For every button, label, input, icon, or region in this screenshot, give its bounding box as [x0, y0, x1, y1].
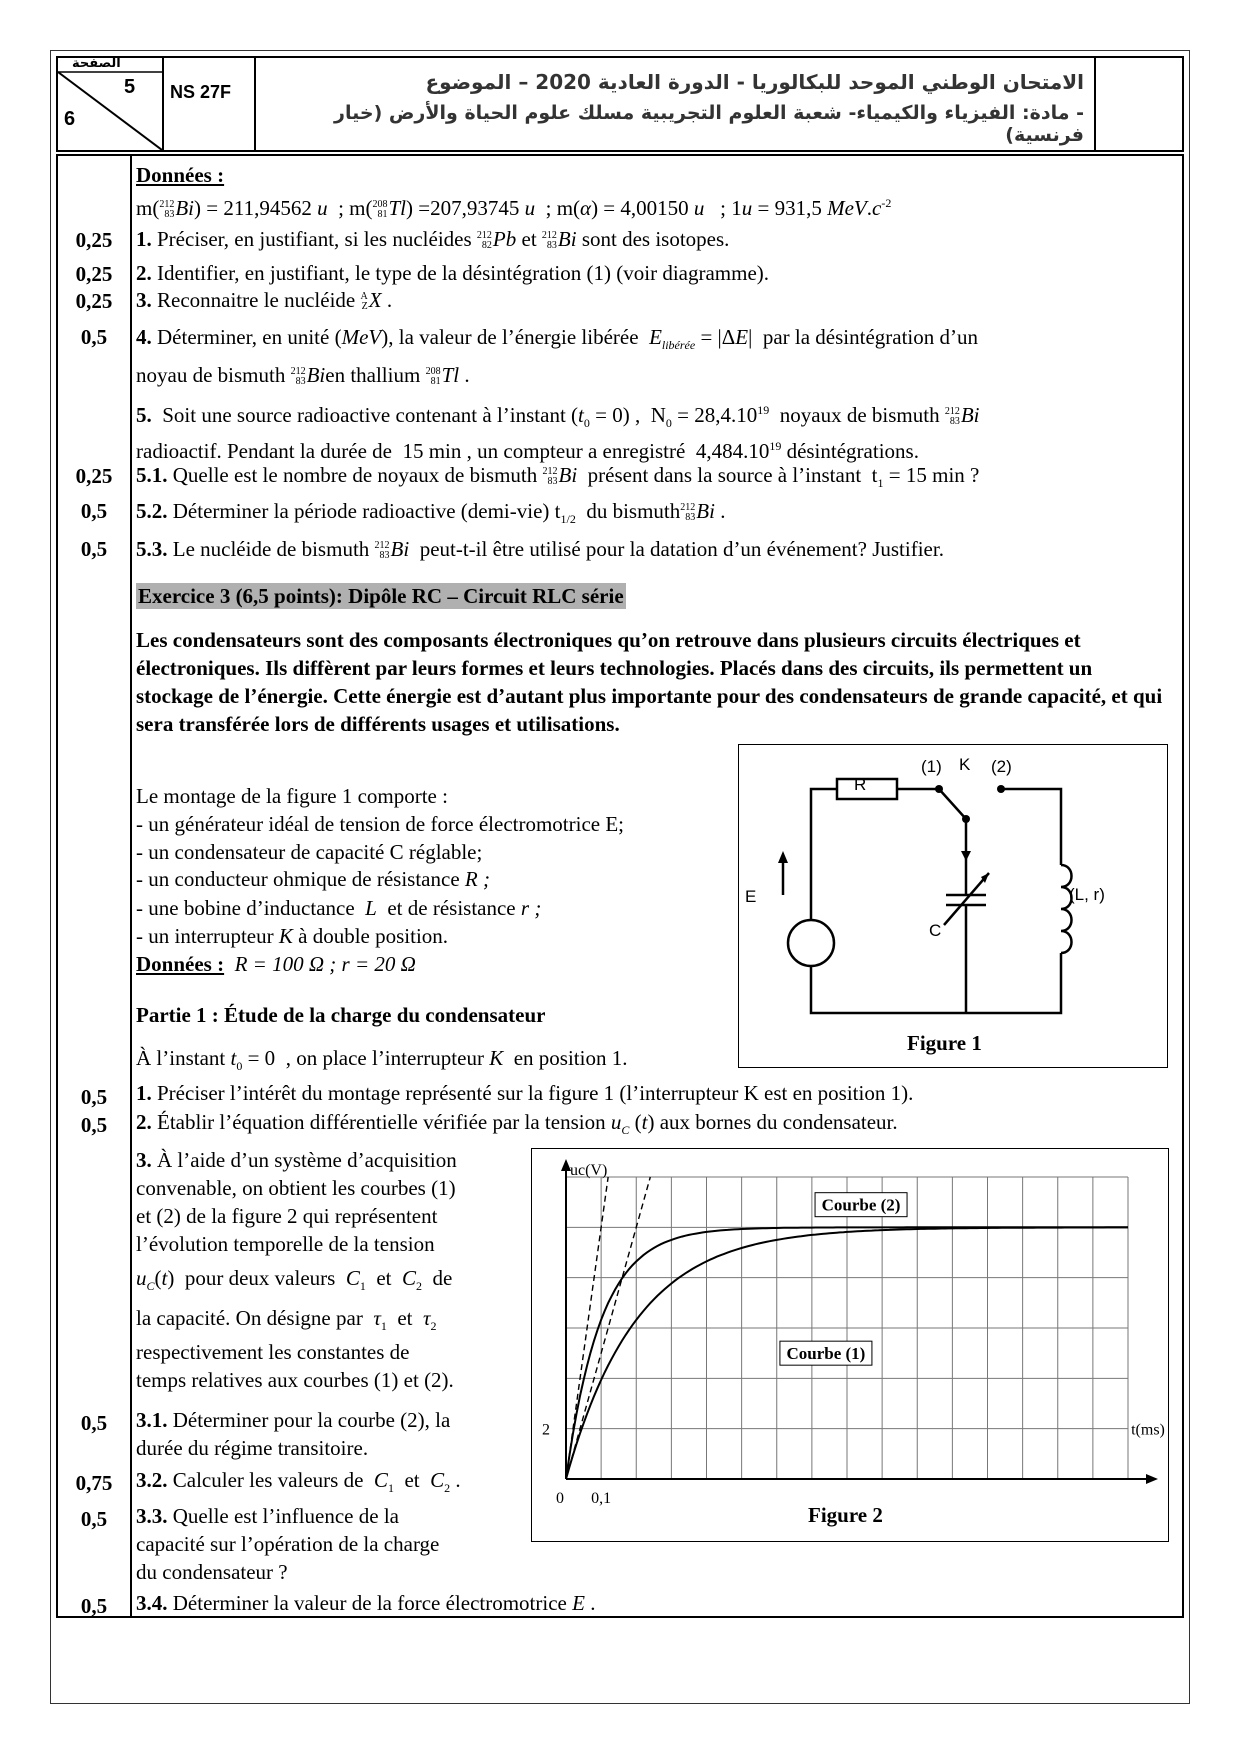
label-Lr: (L, r) [1069, 885, 1105, 904]
question-4: 4. Déterminer, en unité (MeV), la valeur de l’énergie libérée $E_{libérée} = |\Delta E|$ par la désintégration d’un [136, 325, 979, 353]
question-1: 1. Préciser, en justifiant, si les nucléides 212 82Pb et 212 83Bi sont des isotopes. [136, 227, 730, 252]
exercise-title: Exercice 3 (6,5 points): Dipôle RC – Circuit RLC série [138, 584, 624, 608]
label-courbe-1 [780, 1341, 872, 1365]
donnees-heading: Données : [136, 163, 225, 187]
exam-title-line1: الامتحان الوطني الموحد للبكالوريا - الدورة العادية 2020 – الموضوع [425, 70, 1084, 94]
svg-text:Courbe (2): Courbe (2) [821, 1195, 901, 1215]
q3-line-8: temps relatives aux courbes (1) et (2). [136, 1368, 454, 1392]
x-tick-0-1: 0,1 [591, 1490, 612, 1507]
montage-intro: Le montage de la figure 1 comporte : [136, 784, 448, 808]
question-5: 5. Soit une source radioactive contenant à l’instant $(t_0 = 0)$ , $N_0 = 28,4.10^{19}$ noyaux de bismuth 212 83Bi [136, 403, 980, 431]
q3-line-4: l’évolution temporelle de la tension [136, 1232, 435, 1256]
label-pos1: (1) [921, 757, 942, 776]
diagonal-line [58, 58, 162, 150]
exam-code-cell [162, 58, 256, 150]
points-q3: 0,25 [75, 289, 113, 313]
q31-line-2: durée du régime transitoire. [136, 1436, 369, 1460]
exam-code: NS 27F [170, 82, 232, 102]
label-E: E [745, 887, 757, 906]
exercise-intro: Les condensateurs sont des composants électroniques qu’on retrouve dans plusieurs circuits électriques et électroniques. Ils diffèrent par leurs formes et leurs technologies. Placés dans des circuits, ils permettent un stockage de l’énergie. Cette énergie est d’autant plus importante pour des condensateurs de grande capacité, et qui sera transférée lors de différents usages et utilisations. [136, 628, 1163, 736]
page-total: 6 [64, 108, 76, 130]
x-axis-arrow [1146, 1474, 1158, 1484]
points-p1-q2: 0,5 [80, 1113, 108, 1137]
points-column-divider [130, 154, 132, 1618]
montage-donnees: Données : R = 100 Ω ; r = 20 Ω [136, 952, 416, 976]
q33-line-2: capacité sur l’opération de la charge [136, 1532, 440, 1556]
x-axis-label: t(ms) [1131, 1421, 1165, 1439]
points-q32: 0,75 [75, 1471, 113, 1495]
exam-title-line2: - مادة: الفيزياء والكيمياء- شعبة العلوم التجريبية مسلك علوم الحياة والأرض (خيار فرنسية) [334, 102, 1084, 146]
circuit-diagram [739, 745, 1169, 1069]
points-p1-q1: 0,5 [80, 1085, 108, 1109]
uc-chart [532, 1149, 1170, 1543]
q34: 3.4. Déterminer la valeur de la force électromotrice E . [136, 1591, 596, 1615]
q3-line-3: et (2) de la figure 2 qui représentent [136, 1204, 438, 1228]
label-C: C [929, 921, 942, 940]
points-q1: 0,25 [75, 228, 113, 252]
partie-1-title: Partie 1 : Étude de la charge du condensateur [136, 1003, 546, 1027]
figure-2-caption: Figure 2 [808, 1503, 883, 1527]
page-label: الصفحة [72, 56, 121, 71]
label-pos2: (2) [991, 757, 1012, 776]
partie-1-instant: À l’instant $t_0 = 0$ , on place l’interrupteur K en position 1. [136, 1046, 628, 1074]
y-axis-label: uc(V) [570, 1162, 608, 1179]
montage-item-5: - un interrupteur K à double position. [136, 924, 449, 948]
q32: 3.2. Calculer les valeurs de $C_1$ et $C_2$ . [136, 1468, 461, 1496]
points-q31: 0,5 [80, 1411, 108, 1435]
label-K: K [959, 755, 971, 774]
q31-line-1: 3.1. Déterminer pour la courbe (2), la [136, 1408, 451, 1432]
label-courbe-2 [815, 1193, 907, 1217]
donnees-masses: m(212 83Bi) = 211,94562 u ; m(208 81Tl) =207,93745 u ; m(α) = 4,00150 u ; 1u = 931,5 $MeV.c^{-2}$ [136, 196, 892, 221]
q33-line-1: 3.3. Quelle est l’influence de la [136, 1504, 399, 1528]
question-3: 3. Reconnaitre le nucléide A ZX . [136, 288, 393, 313]
partie-1-q1: 1. Préciser l’intérêt du montage représenté sur la figure 1 (l’interrupteur K est en position 1). [136, 1081, 914, 1105]
question-5-2: 5.2. Déterminer la période radioactive (demi-vie) $t_{1/2}$ du bismuth212 83Bi . [136, 499, 726, 527]
points-q34: 0,5 [80, 1594, 108, 1618]
montage-item-2: - un condensateur de capacité C réglable; [136, 840, 483, 864]
label-R: R [854, 775, 867, 794]
points-q4: 0,5 [80, 325, 108, 349]
x-tick-0: 0 [556, 1490, 564, 1507]
points-q53: 0,5 [80, 537, 108, 561]
exam-header [56, 56, 1184, 152]
question-5-cont: radioactif. Pendant la durée de 15 min , un compteur a enregistré 4,484.10$^{19}$ désintégrations. [136, 439, 919, 463]
points-q52: 0,5 [80, 499, 108, 523]
question-5-3: 5.3. Le nucléide de bismuth 212 83Bi peut-t-il être utilisé pour la datation d’un événement? Justifier. [136, 537, 944, 562]
points-q33: 0,5 [80, 1507, 108, 1531]
svg-text:Courbe (1): Courbe (1) [786, 1344, 866, 1364]
page-number: 5 [124, 76, 136, 98]
figure-2 [531, 1148, 1169, 1542]
q33-line-3: du condensateur ? [136, 1560, 288, 1584]
partie-1-q2: 2. Établir l’équation différentielle vérifiée par la tension $u_C$ (t) aux bornes du condensateur. [136, 1110, 898, 1138]
q3-line-2: convenable, on obtient les courbes (1) [136, 1176, 456, 1200]
question-4-cont: noyau de bismuth 212 83Bien thallium 208 81Tl . [136, 363, 470, 388]
figure-1 [738, 744, 1168, 1068]
points-q51: 0,25 [75, 464, 113, 488]
page-number-cell [58, 58, 164, 150]
question-5-1: 5.1. Quelle est le nombre de noyaux de bismuth 212 83Bi présent dans la source à l’instant $t_1 = 15$ min ? [136, 463, 980, 491]
empty-header-cell [1094, 58, 1182, 150]
q3-line-6: la capacité. On désigne par $\tau_1$ et $\tau_2$ [136, 1306, 437, 1334]
y-tick-2: 2 [542, 1421, 550, 1439]
montage-item-4: - une bobine d’inductance L et de résistance r ; [136, 896, 542, 920]
q3-line-5: $u_C(t)$ pour deux valeurs $C_1$ et $C_2$ de [136, 1266, 453, 1294]
figure-1-caption: Figure 1 [907, 1031, 982, 1055]
points-q2: 0,25 [75, 262, 113, 286]
q3-line-7: respectivement les constantes de [136, 1340, 410, 1364]
montage-item-1: - un générateur idéal de tension de force électromotrice E; [136, 812, 625, 836]
question-2: 2. Identifier, en justifiant, le type de la désintégration (1) (voir diagramme). [136, 261, 770, 285]
exam-title-cell [254, 58, 1096, 150]
montage-item-3: - un conducteur ohmique de résistance R ; [136, 867, 490, 891]
q3-line-1: 3. À l’aide d’un système d’acquisition [136, 1148, 457, 1172]
